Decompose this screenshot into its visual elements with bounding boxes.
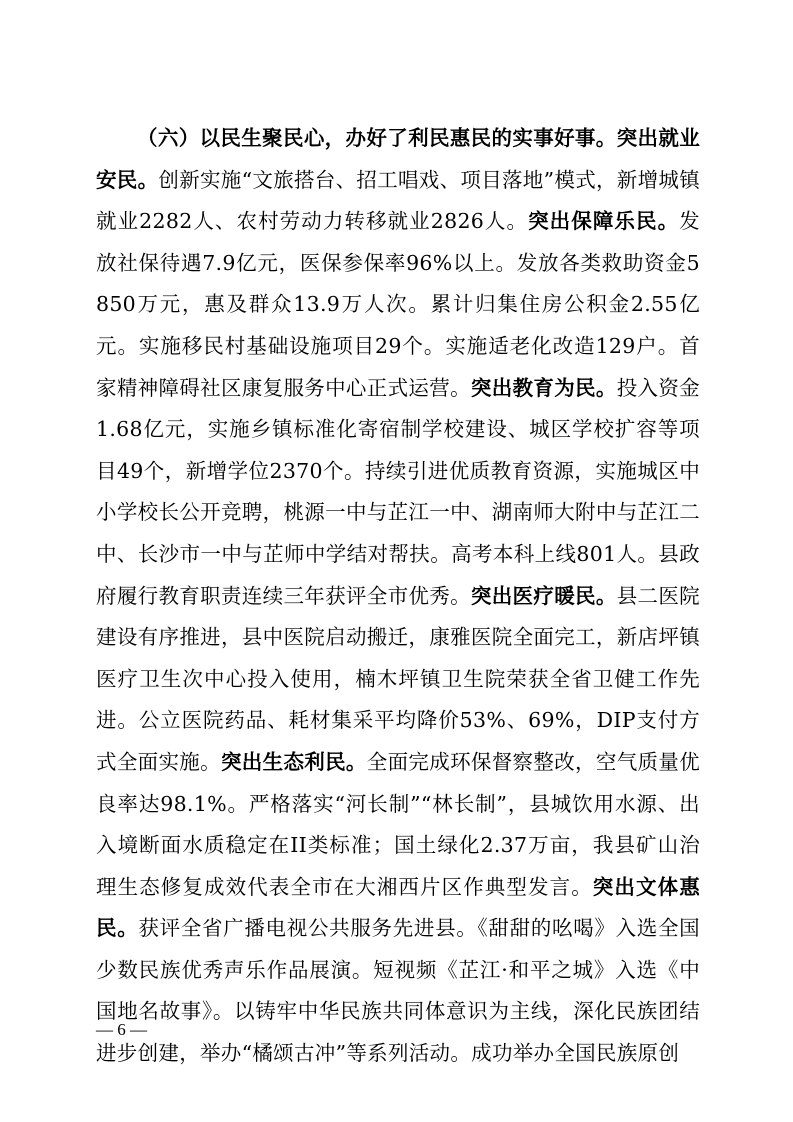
text-employment: 创新实施“文旅搭台、招工唱戏、项目落地”模式，新增城镇就业2282人、农村劳动力转移就业2826人。 [96,167,700,234]
subheading-medical: 突出医疗暖民。 [470,583,617,608]
section-heading: （六）以民生聚民心，办好了利民惠民的实事好事。 [137,126,617,150]
text-culture: 获评全省广播电视公共服务先进县。《甜甜的吆喝》入选全国少数民族优秀声乐作品展演。短视频《芷江·和平之城》入选《中国地名故事》。以铸牢中华民族共同体意识为主线，深化民族团结进步创建，举办“橘颂古冲”等系列活动。成功举办全国民族原创 [96,916,700,1066]
subheading-education: 突出教育为民。 [470,375,617,400]
text-ecology: 全面完成环保督察整改，空气质量优良率达98.1%。严格落实“河长制”“林长制”，县城饮用水源、出入境断面水质稳定在II类标准；国土绿化2.37万亩，我县矿山治理生态修复成效代表全市在大湘西片区作典型发言。 [96,749,700,899]
text-security: 发放社保待遇7.9亿元，医保参保率96%以上。发放各类救助资金5850万元，惠及群众13.9万人次。累计归集住房公积金2.55亿元。实施移民村基础设施项目29个。实施适老化改造129户。首家精神障碍社区康复服务中心正式运营。 [96,209,700,400]
text-education: 投入资金1.68亿元，实施乡镇标准化寄宿制学校建设、城区学校扩容等项目49个，新增学位2370个。持续引进优质教育资源，实施城区中小学校长公开竞聘，桃源一中与芷江一中、湖南师大附中与芷江二中、长沙市一中与芷师中学结对帮扶。高考本科上线801人。县政府履行教育职责连续三年获评全市优秀。 [96,375,700,608]
subheading-culture: 突出文体惠民。 [96,874,700,941]
text-medical: 县二医院建设有序推进，县中医院启动搬迁，康雅医院全面完工，新店坪镇医疗卫生次中心投入使用，楠木坪镇卫生院荣获全省卫健工作先进。公立医院药品、耗材集采平均降价53%、69%，DIP支付方式全面实施。 [96,583,700,774]
subheading-security: 突出保障乐民。 [528,209,680,234]
body-paragraph [96,118,700,1075]
page-number: — 6 — [96,1020,147,1039]
subheading-employment: 突出就业安民。 [96,126,701,192]
subheading-ecology: 突出生态利民。 [220,749,367,774]
